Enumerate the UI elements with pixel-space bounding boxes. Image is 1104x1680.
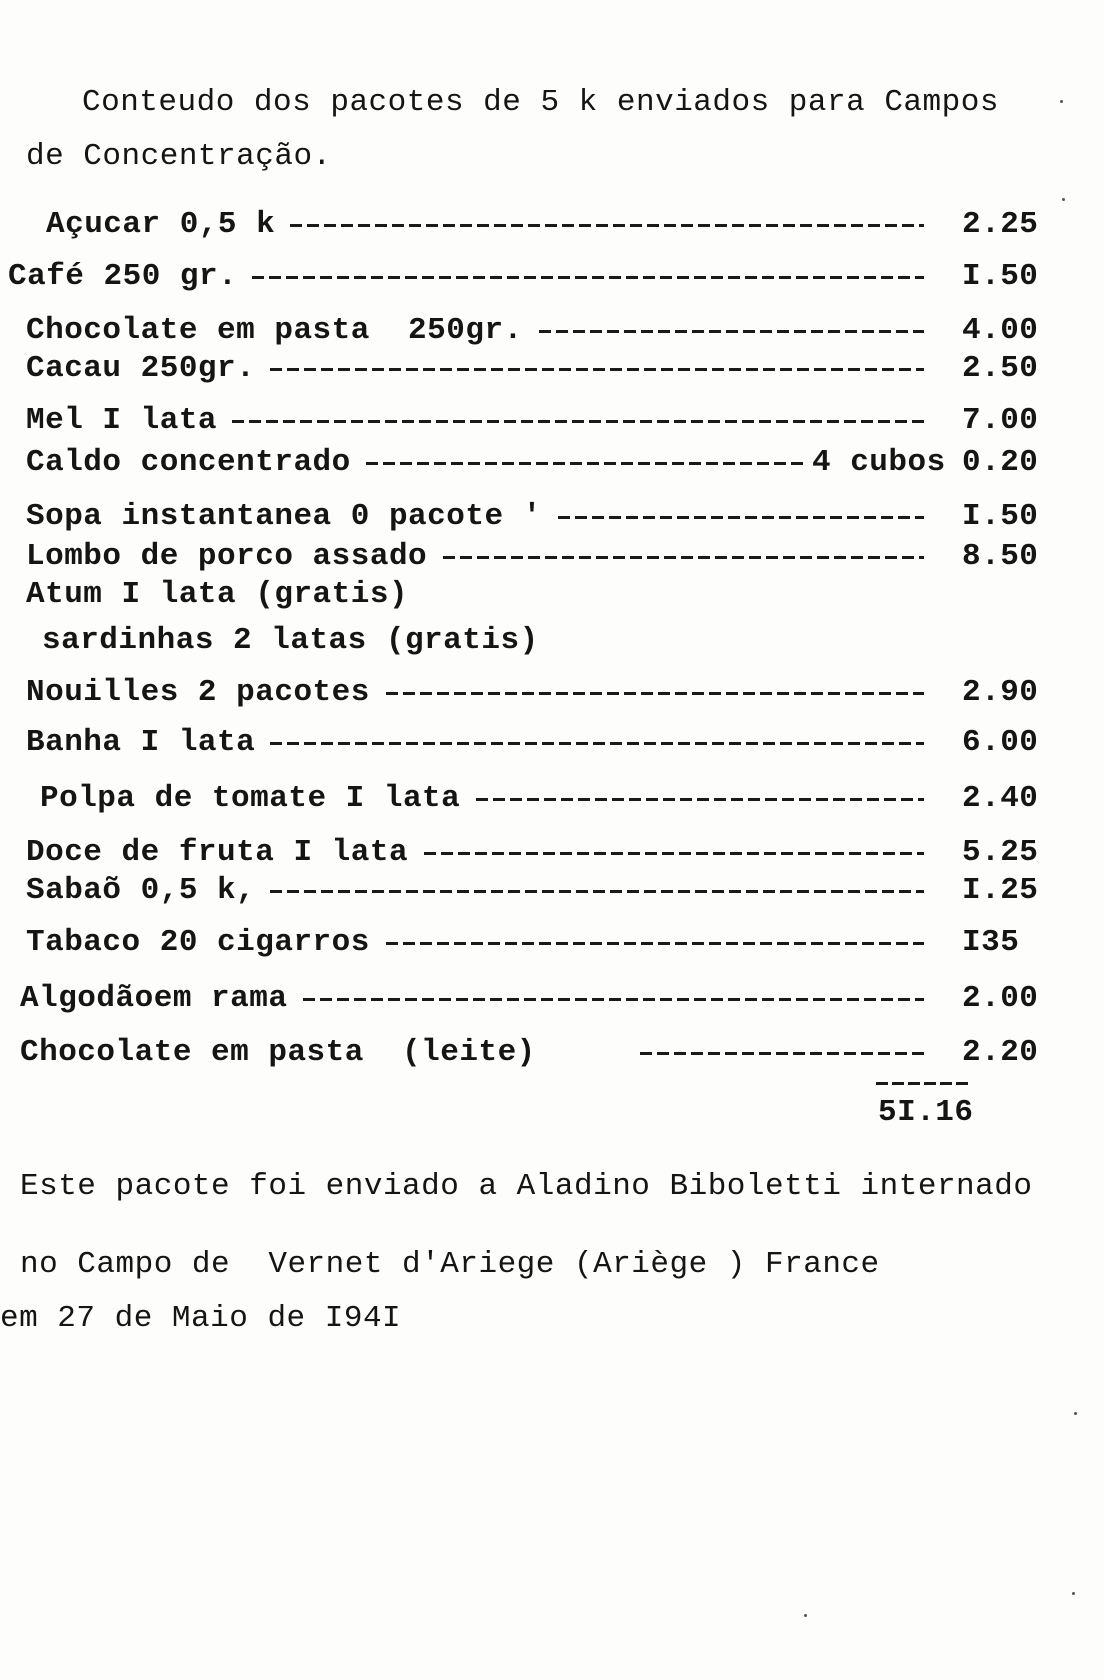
leader-dashes	[539, 330, 924, 333]
item-label: Cacau 250gr.	[26, 351, 256, 386]
item-price: I.25	[962, 873, 1039, 908]
leader-dashes	[386, 692, 924, 695]
item-price: 2.00	[962, 981, 1039, 1016]
leader-dashes	[558, 516, 924, 519]
item-price: 7.00	[962, 403, 1039, 438]
item-label: Sopa instantanea 0 pacote '	[26, 499, 542, 534]
item-label: Chocolate em pasta (leite)	[20, 1035, 536, 1070]
item-price: 2.20	[962, 1035, 1039, 1070]
paper-speck	[1072, 1592, 1075, 1595]
item-label: Chocolate em pasta 250gr.	[26, 313, 523, 348]
leader-dashes	[443, 556, 924, 559]
item-label: Sabaõ 0,5 k,	[26, 873, 256, 908]
leader-dashes	[386, 942, 924, 945]
item-price: 2.50	[962, 351, 1039, 386]
item-label: Nouilles 2 pacotes	[26, 675, 370, 710]
item-label: Polpa de tomate I lata	[40, 781, 461, 816]
leader-dashes	[366, 462, 806, 465]
item-price: 0.20	[962, 445, 1039, 480]
paper-speck	[1074, 1412, 1077, 1415]
item-price: I.50	[962, 499, 1039, 534]
item-label: Atum I lata (gratis)	[26, 577, 409, 612]
item-qualifier: 4 cubos	[812, 445, 946, 480]
item-label: Doce de fruta I lata	[26, 835, 409, 870]
item-price: 6.00	[962, 725, 1039, 760]
leader-dashes	[290, 224, 924, 227]
heading-line-1: Conteudo dos pacotes de 5 k enviados para Campos	[82, 85, 999, 120]
paper-speck	[1062, 198, 1065, 201]
leader-dashes	[270, 890, 924, 893]
footer-line-3: em 27 de Maio de I94I	[0, 1301, 402, 1336]
item-price: 2.25	[962, 207, 1039, 242]
item-price: 4.00	[962, 313, 1039, 348]
total-value: 5I.16	[878, 1095, 974, 1130]
paper-speck	[1060, 100, 1063, 103]
item-label: Caldo concentrado	[26, 445, 351, 480]
footer-line-1: Este pacote foi enviado a Aladino Biboletti internado	[20, 1169, 1033, 1204]
item-price: 2.90	[962, 675, 1039, 710]
leader-dashes	[252, 276, 924, 279]
item-label: Mel I lata	[26, 403, 218, 438]
leader-dashes	[232, 420, 924, 423]
leader-dashes	[270, 742, 924, 745]
leader-dashes	[303, 998, 924, 1001]
item-price: 2.40	[962, 781, 1039, 816]
item-label: Algodãoem rama	[20, 981, 288, 1016]
item-label: Tabaco 20 cigarros	[26, 925, 370, 960]
item-price: 5.25	[962, 835, 1039, 870]
item-price: 8.50	[962, 539, 1039, 574]
leader-dashes	[424, 852, 924, 855]
footer-line-2: no Campo de Vernet d'Ariege (Ariège ) France	[20, 1247, 880, 1282]
item-price: I35	[962, 925, 1020, 960]
total-underline	[876, 1082, 968, 1085]
item-label: sardinhas 2 latas (gratis)	[42, 623, 539, 658]
item-label: Banha I lata	[26, 725, 256, 760]
leader-dashes	[476, 798, 924, 801]
item-label: Açucar 0,5 k	[46, 207, 276, 242]
item-price: I.50	[962, 259, 1039, 294]
heading-line-2: de Concentração.	[26, 139, 332, 174]
paper-speck	[804, 1614, 807, 1617]
leader-dashes	[270, 368, 924, 371]
item-label: Café 250 gr.	[8, 259, 238, 294]
item-label: Lombo de porco assado	[26, 539, 428, 574]
leader-dashes	[640, 1052, 924, 1055]
